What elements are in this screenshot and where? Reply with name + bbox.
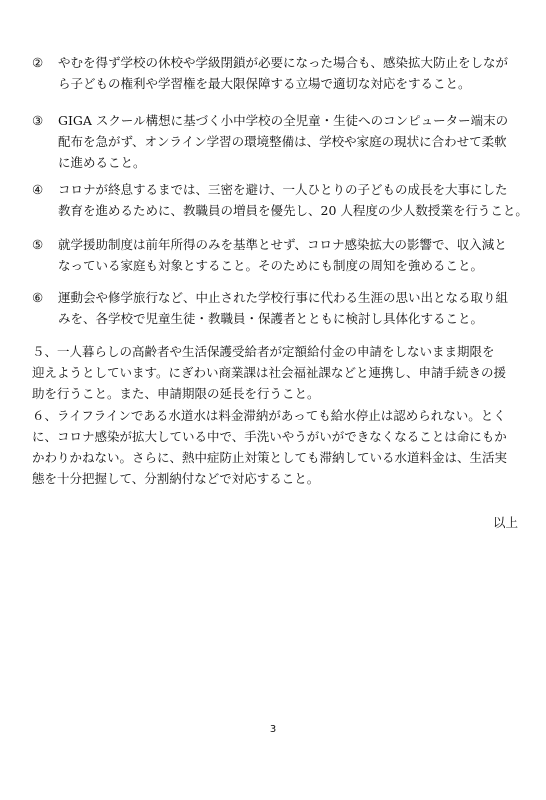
- paragraph-line: 態を十分把握して、分割納付などで対応すること。: [32, 471, 320, 486]
- item-line: に進めること。: [58, 155, 146, 170]
- item-line: みを、各学校で児童生徒・教職員・保護者とともに検討し具体化すること。: [58, 311, 484, 326]
- item-line: 運動会や修学旅行など、中止された学校行事に代わる生涯の思い出となる取り組: [58, 290, 509, 305]
- item-line: GIGA スクール構想に基づく小中学校の全児童・生徒へのコンピューター端末の: [58, 113, 509, 128]
- paragraph-line: ５、一人暮らしの高齢者や生活保護受給者が定額給付金の申請をしないまま期限を: [32, 344, 495, 359]
- list-item-2: [32, 52, 518, 94]
- paragraph-line: かわりかねない。さらに、熱中症防止対策としても滞納している水道料金は、生活実: [32, 450, 508, 465]
- item-number: ③: [32, 113, 44, 128]
- paragraph-line: に、コロナ感染が拡大している中で、手洗いやうがいができなくなることは命にもか: [32, 429, 507, 444]
- item-line: なっている家庭も対象とすること。そのためにも制度の周知を強めること。: [58, 258, 484, 273]
- item-number: ②: [32, 55, 44, 70]
- item-line: 配布を急がず、オンライン学習の環境整備は、学校や家庭の現状に合わせて柔軟: [58, 134, 507, 149]
- paragraph-line: 迎えようとしています。にぎわい商業課は社会福祉課などと連携し、申請手続きの援: [32, 365, 507, 380]
- closing-text: 以上: [492, 515, 518, 530]
- list-item-6: [32, 287, 518, 329]
- item-line: コロナが終息するまでは、三密を避け、一人ひとりの子どもの成長を大事にした: [58, 182, 508, 197]
- page-number: 3: [269, 724, 277, 735]
- item-line: 就学援助制度は前年所得のみを基準とせず、コロナ感染拡大の影響で、収入減と: [58, 237, 507, 252]
- paragraph-line: ６、ライフラインである水道水は料金滞納があっても給水停止は認められない。とく: [32, 408, 506, 423]
- list-item-4: [32, 179, 528, 221]
- item-line: 教育を進めるために、教職員の増員を優先し、20 人程度の少人数授業を行うこと。: [58, 203, 528, 218]
- item-number: ⑥: [32, 290, 44, 305]
- item-line: ら子どもの権利や学習権を最大限保障する立場で適切な対応をすること。: [58, 76, 471, 91]
- item-number: ④: [32, 182, 44, 197]
- paragraph-line: 助を行うこと。また、申請期限の延長を行うこと。: [32, 386, 320, 401]
- paragraph-6: [32, 405, 518, 489]
- item-number: ⑤: [32, 237, 44, 252]
- list-item-5: [32, 234, 518, 276]
- list-item-3: [32, 110, 518, 173]
- item-line: やむを得ず学校の休校や学級閉鎖が必要になった場合も、感染拡大防止をしなが: [58, 55, 509, 70]
- paragraph-5: [32, 341, 518, 404]
